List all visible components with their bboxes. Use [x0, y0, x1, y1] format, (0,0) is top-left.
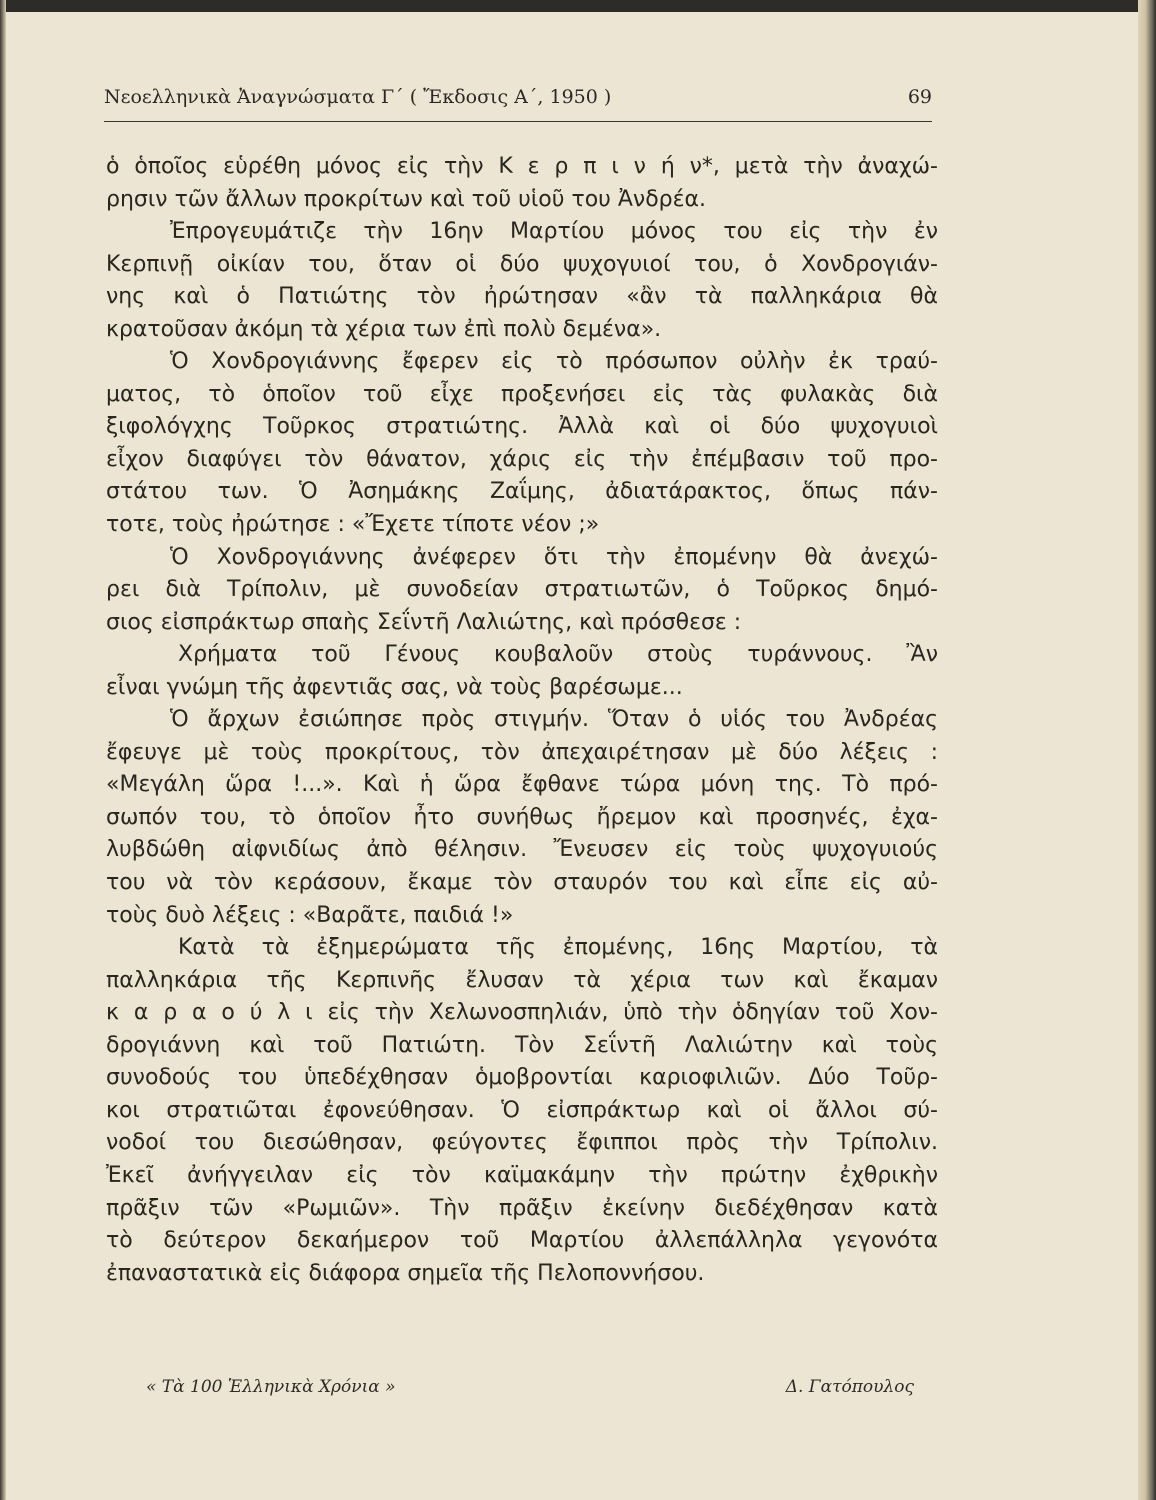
text-line: τοτε, τοὺς ἠρώτησε : «Ἔχετε τίποτε νέον ;»: [106, 512, 600, 538]
text-line: Χρήματα τοῦ Γένους κουβαλοῦν στοὺς τυράννους. Ἂν: [178, 642, 938, 668]
text-line: Ὁ Χονδρογιάννης ἔφερεν εἰς τὸ πρόσωπον οὐλὴν ἐκ τραύ-: [170, 349, 938, 375]
text-line: σωπόν του, τὸ ὁποῖον ἦτο συνήθως ἤρεμον καὶ προσηνές, ἐχα-: [106, 804, 938, 830]
scan-right-edge: [1138, 0, 1156, 1500]
scan-left-edge: [0, 0, 6, 1500]
text-line: πρᾶξιν τῶν «Ρωμιῶν». Τὴν πρᾶξιν ἐκείνην διεδέχθησαν κατὰ: [106, 1195, 938, 1221]
text-line: παλληκάρια τῆς Κερπινῆς ἔλυσαν τὰ χέρια των καὶ ἔκαμαν: [106, 967, 938, 993]
text-line: κοι στρατιῶται ἐφονεύθησαν. Ὁ εἰσπράκτωρ καὶ οἱ ἄλλοι σύ-: [106, 1097, 938, 1123]
citation-source: « Τὰ 100 Ἑλληνικὰ Χρόνια »: [146, 1377, 396, 1397]
text-line: Κατὰ τὰ ἐξημερώματα τῆς ἐπομένης, 16ης Μαρτίου, τὰ: [178, 935, 938, 961]
scan-top-edge: [0, 0, 1156, 12]
text-line: «Μεγάλη ὥρα !...». Καὶ ἡ ὥρα ἔφθανε τώρα μόνη της. Τὸ πρό-: [106, 772, 938, 798]
text-line: σιος εἰσπράκτωρ σπαὴς Σεΐντῆ Λαλιώτης, καὶ πρόσθεσε :: [106, 609, 742, 635]
text-line: ματος, τὸ ὁποῖον τοῦ εἶχε προξενήσει εἰς τὰς φυλακὰς διὰ: [106, 381, 938, 407]
text-line: τὸ δεύτερον δεκαήμερον τοῦ Μαρτίου ἀλλεπάλληλα γεγονότα: [106, 1228, 938, 1254]
citation-footer: [146, 1377, 936, 1405]
text-line: Ὁ ἄρχων ἐσιώπησε πρὸς στιγμήν. Ὅταν ὁ υἱός του Ἀνδρέας: [170, 707, 938, 733]
text-line: νης καὶ ὁ Πατιώτης τὸν ἠρώτησαν «ἂν τὰ παλληκάρια θὰ: [106, 284, 938, 310]
body-text: [106, 151, 938, 1290]
header-rule: [104, 121, 932, 122]
text-line: Ἐπρογευμάτιζε τὴν 16ην Μαρτίου μόνος του εἰς τὴν ἐν: [170, 219, 938, 245]
running-header: [104, 86, 932, 118]
text-line: δρογιάννη καὶ τοῦ Πατιώτη. Τὸν Σεΐντῆ Λαλιώτην καὶ τοὺς: [106, 1032, 938, 1058]
text-line: συνοδούς του ὑπεδέχθησαν ὁμοβροντίαι καριοφιλιῶν. Δύο Τοῦρ-: [106, 1065, 938, 1091]
citation-author: Δ. Γατόπουλος: [785, 1377, 914, 1397]
text-line: ρησιν τῶν ἄλλων προκρίτων καὶ τοῦ υἱοῦ του Ἀνδρέα.: [106, 186, 707, 212]
text-line: Ὁ Χονδρογιάννης ἀνέφερεν ὅτι τὴν ἐπομένην θὰ ἀνεχώ-: [170, 544, 938, 570]
text-line: νοδοί του διεσώθησαν, φεύγοντες ἔφιπποι πρὸς τὴν Τρίπολιν.: [106, 1130, 938, 1156]
text-line: κρατοῦσαν ἀκόμη τὰ χέρια των ἐπὶ πολὺ δεμένα».: [106, 316, 662, 342]
text-line: ἐπαναστατικὰ εἰς διάφορα σημεῖα τῆς Πελοποννήσου.: [106, 1260, 705, 1286]
text-line: κ α ρ α ο ύ λ ι εἰς τὴν Χελωνοσπηλιάν, ὑπὸ τὴν ὁδηγίαν τοῦ Χον-: [106, 1000, 938, 1026]
text-line: ξιφολόγχης Τοῦρκος στρατιώτης. Ἀλλὰ καὶ οἱ δύο ψυχογυιοὶ: [106, 414, 938, 440]
text-line: Κερπινῇ οἰκίαν του, ὅταν οἱ δύο ψυχογυιοί του, ὁ Χονδρογιάν-: [106, 251, 938, 277]
text-line: ἔφευγε μὲ τοὺς προκρίτους, τὸν ἀπεχαιρέτησαν μὲ δύο λέξεις :: [106, 739, 938, 765]
page-number: 69: [907, 86, 932, 108]
text-line: ὁ ὁποῖος εὑρέθη μόνος εἰς τὴν Κ ε ρ π ι ν ή ν*, μετὰ τὴν ἀναχώ-: [106, 154, 938, 179]
text-line: τοὺς δυὸ λέξεις : «Βαρᾶτε, παιδιά !»: [106, 902, 514, 928]
text-line: λυβδώθη αἰφνιδίως ἀπὸ θέλησιν. Ἔνευσεν εἰς τοὺς ψυχογυιούς: [106, 837, 938, 863]
running-header-title: Νεοελληνικὰ Ἀναγνώσματα Γ΄ ( Ἔκδοσις Α΄, 1950 ): [104, 86, 612, 108]
text-line: ρει διὰ Τρίπολιν, μὲ συνοδείαν στρατιωτῶν, ὁ Τοῦρκος δημό-: [106, 577, 938, 603]
text-line: του νὰ τὸν κεράσουν, ἔκαμε τὸν σταυρόν του καὶ εἶπε εἰς αὐ-: [106, 870, 938, 896]
text-line: Ἐκεῖ ἀνήγγειλαν εἰς τὸν καϊμακάμην τὴν πρώτην ἐχθρικὴν: [106, 1162, 938, 1188]
text-line: στάτου των. Ὁ Ἀσημάκης Ζαΐμης, ἀδιατάρακτος, ὅπως πάν-: [106, 479, 938, 505]
text-line: εἶχον διαφύγει τὸν θάνατον, χάρις εἰς τὴν ἐπέμβασιν τοῦ προ-: [106, 446, 938, 472]
text-line: εἶναι γνώμη τῆς ἀφεντιᾶς σας, νὰ τοὺς βαρέσωμε...: [106, 674, 683, 700]
